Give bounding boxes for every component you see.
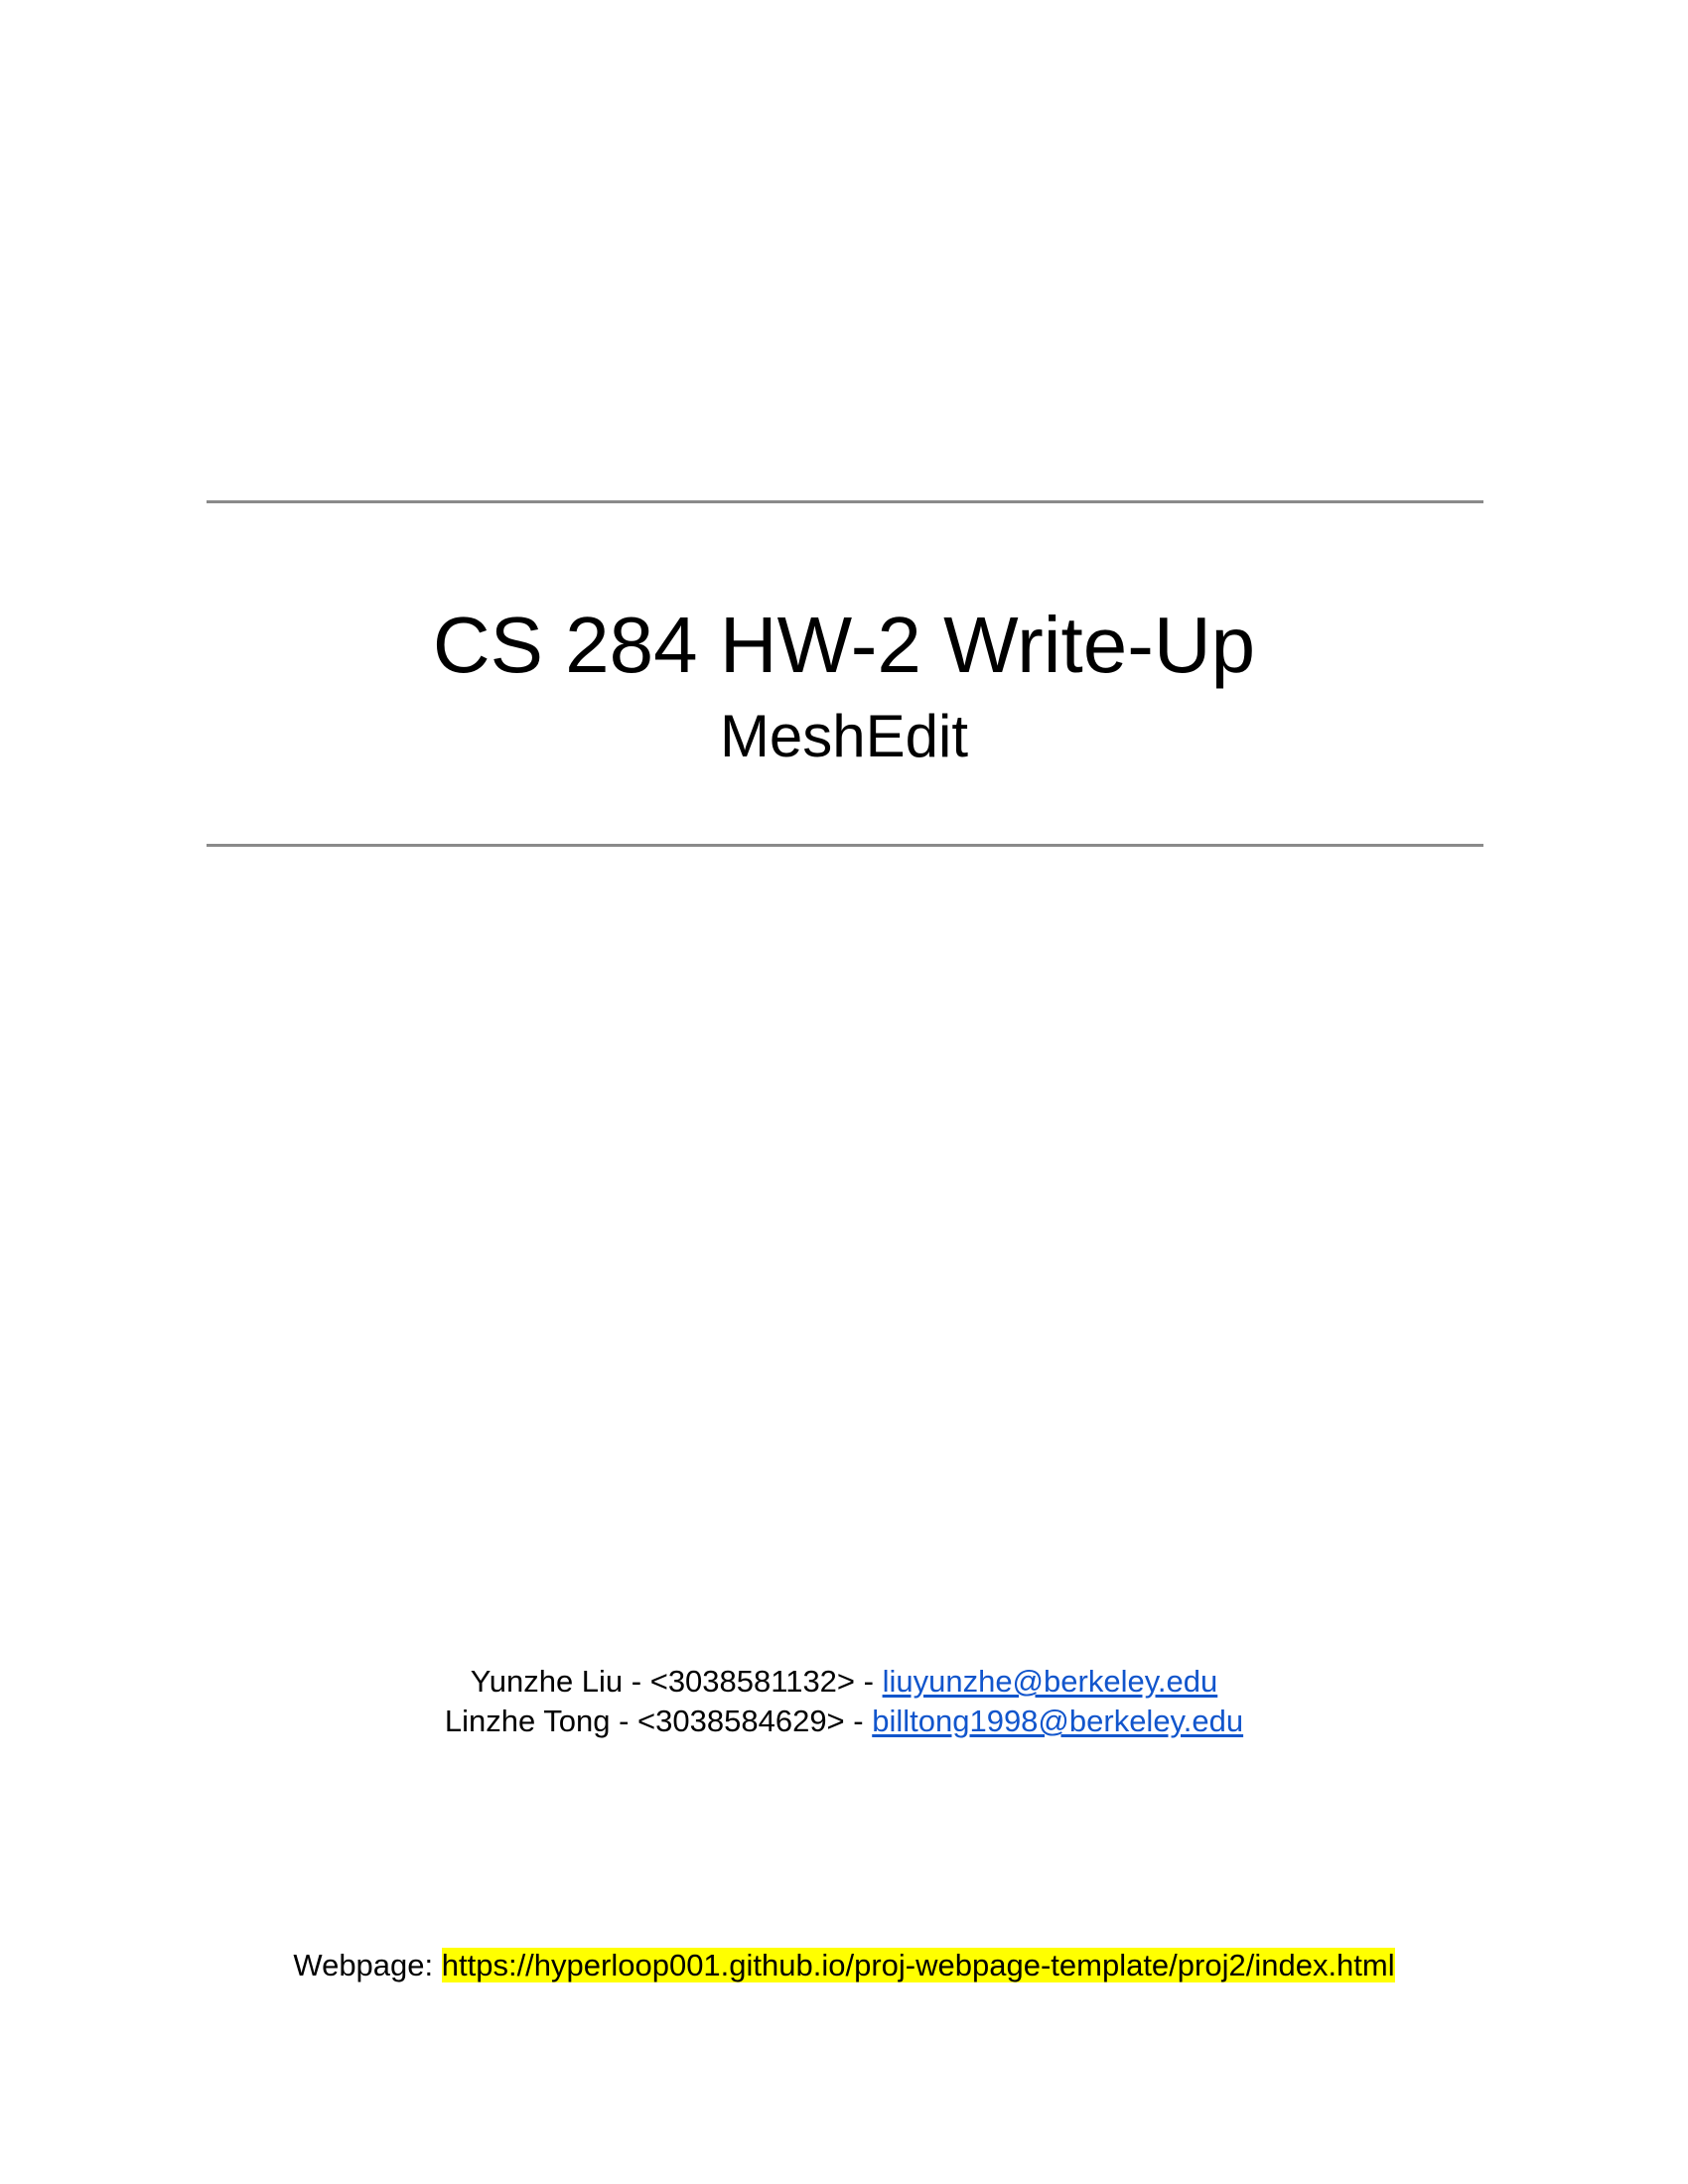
- document-title: CS 284 HW-2 Write-Up: [432, 601, 1256, 689]
- webpage-line: [0, 1946, 1688, 1985]
- author-block: [0, 1662, 1688, 1741]
- webpage-label: Webpage:: [293, 1948, 442, 1982]
- top-horizontal-rule: [207, 500, 1483, 503]
- author-line-2: [0, 1702, 1688, 1741]
- webpage-url[interactable]: https://hyperloop001.github.io/proj-webpage-template/proj2/index.html: [441, 1948, 1395, 1982]
- bottom-horizontal-rule: [207, 844, 1483, 847]
- author-line-1: [0, 1662, 1688, 1702]
- author-1-info: Yunzhe Liu - <3038581132> -: [470, 1664, 883, 1699]
- author-2-email-link[interactable]: billtong1998@berkeley.edu: [872, 1704, 1244, 1738]
- author-2-info: Linzhe Tong - <3038584629> -: [444, 1704, 873, 1738]
- author-1-email-link[interactable]: liuyunzhe@berkeley.edu: [882, 1664, 1218, 1699]
- document-subtitle: MeshEdit: [719, 703, 969, 769]
